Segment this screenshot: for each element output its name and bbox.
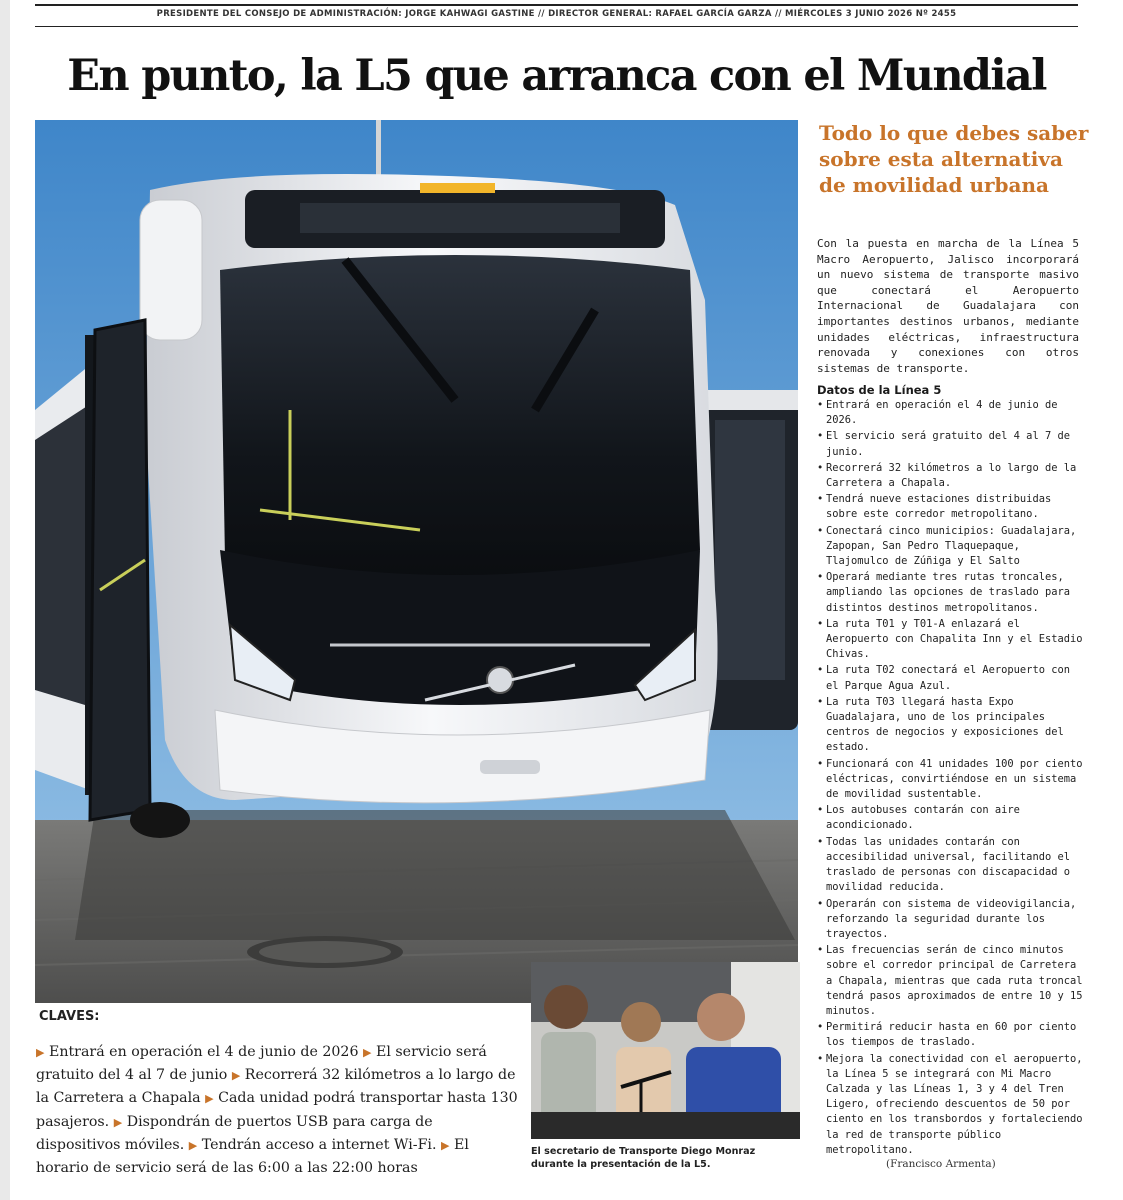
claves-item: El horario de servicio será de las 6:00 a las 22:00 horas: [36, 1136, 469, 1177]
datos-item: • Permitirá reducir hasta en 60 por ciento los tiempos de traslado.: [817, 1021, 1077, 1049]
datos-item: • Las frecuencias serán de cinco minutos sobre el corredor principal de Carretera a Chapala, mientras que cada ruta troncal tendrá pasos aproximados de entre 10 y 15 minutos.: [817, 944, 1083, 1017]
arrow-icon: ▶: [363, 1046, 372, 1059]
masthead: PRESIDENTE DEL CONSEJO DE ADMINISTRACIÓN: JORGE KAHWAGI GASTINE // DIRECTOR GENERAL: RAFAEL GARCÍA GARZA // MIÉRCOLES 3 JUNIO 2026 Nº 2455: [156, 9, 957, 19]
arrow-icon: ▶: [231, 1069, 241, 1083]
photo-caption: El secretario de Transporte Diego Monraz durante la presentación de la L5.: [531, 1146, 756, 1170]
datos-item: • Operará mediante tres rutas troncales, ampliando las opciones de traslado para distintos destinos metropolitanos.: [817, 571, 1070, 614]
headline: En punto, la L5 que arranca con el Mundial: [67, 51, 1046, 101]
datos-item: • Tendrá nueve estaciones distribuidas sobre este corredor metropolitano.: [817, 493, 1052, 521]
claves-item: Cada unidad podrá transportar hasta 130 pasajeros.: [36, 1090, 518, 1130]
page-edge: [0, 0, 10, 1200]
datos-item: • Recorrerá 32 kilómetros a lo largo de la Carretera a Chapala.: [817, 461, 1077, 490]
arrow-icon: ▶: [188, 1138, 198, 1152]
arrow-icon: ▶: [36, 1046, 45, 1059]
datos-item: • La ruta T01 y T01-A enlazará el Aeropuerto con Chapalita Inn y el Estadio Chivas.: [817, 617, 1083, 661]
sidebar-heading: Todo lo que debes saber sobre esta alternativa de movilidad urbana: [819, 121, 1089, 197]
claves-item: Dispondrán de puertos USB para carga de dispositivos móviles.: [36, 1113, 433, 1153]
arrow-icon: ▶: [440, 1138, 450, 1152]
datos-item: • Conectará cinco municipios: Guadalajara, Zapopan, San Pedro Tlaquepaque, Tlajomulco de Zúñiga y El Salto: [817, 524, 1077, 568]
photo-credit: (Francisco Armenta): [886, 1158, 996, 1170]
datos-item: • Los autobuses contarán con aire acondicionado.: [817, 804, 1020, 832]
datos-item: • Todas las unidades contarán con accesibilidad universal, facilitando el traslado de personas con discapacidad o movilidad reducida.: [817, 835, 1070, 894]
secondary-photo-press: [531, 962, 800, 1139]
datos-list: [817, 398, 1083, 1159]
claves-title: CLAVES:: [39, 1009, 100, 1024]
claves-item: El servicio será gratuito del 4 al 7 de junio: [36, 1044, 487, 1084]
masthead-rule: [35, 26, 1078, 27]
datos-item: • La ruta T02 conectará el Aeropuerto con el Parque Agua Azul.: [817, 664, 1070, 692]
claves-body: [36, 1041, 520, 1179]
claves-item: Entrará en operación el 4 de junio de 2026: [48, 1044, 359, 1060]
claves-item: Tendrán acceso a internet Wi-Fi.: [201, 1136, 437, 1153]
arrow-icon: ▶: [113, 1115, 123, 1129]
top-rule: [35, 4, 1078, 6]
claves-item: Recorrerá 32 kilómetros a lo largo de la Carretera a Chapala: [36, 1067, 516, 1107]
datos-item: • El servicio será gratuito del 4 al 7 de junio.: [817, 430, 1070, 458]
main-photo-bus: [35, 120, 798, 1003]
arrow-icon: ▶: [205, 1092, 214, 1106]
datos-item: • Funcionará con 41 unidades 100 por ciento eléctricas, convirtiéndose en un sistema de movilidad sustentable.: [817, 757, 1083, 801]
datos-item: • Mejora la conectividad con el aeropuerto, la Línea 5 se integrará con Mi Macro Calzada y las Líneas 1, 3 y 4 del Tren Ligero, ofreciendo descuentos de 50 por ciento en los transbordos y fortaleciendo la red de transporte público metropolitano.: [817, 1052, 1083, 1156]
datos-title: Datos de la Línea 5: [817, 383, 942, 397]
datos-item: • Entrará en operación el 4 de junio de 2026.: [817, 399, 1058, 427]
datos-item: • La ruta T03 llegará hasta Expo Guadalajara, uno de los principales centros de negocios y exposiciones del estado.: [817, 695, 1064, 754]
sidebar-intro: Con la puesta en marcha de la Línea 5 Macro Aeropuerto, Jalisco incorporará un nuevo sistema de transporte masivo que conectará el Aeropuerto Internacional de Guadalajara con importantes destinos urbanos, mediante unidades eléctricas, infraestructura renovada y conexiones con otros sistemas de transporte.: [817, 237, 1079, 375]
datos-item: • Operarán con sistema de videovigilancia, reforzando la seguridad durante los trayectos.: [817, 897, 1077, 940]
